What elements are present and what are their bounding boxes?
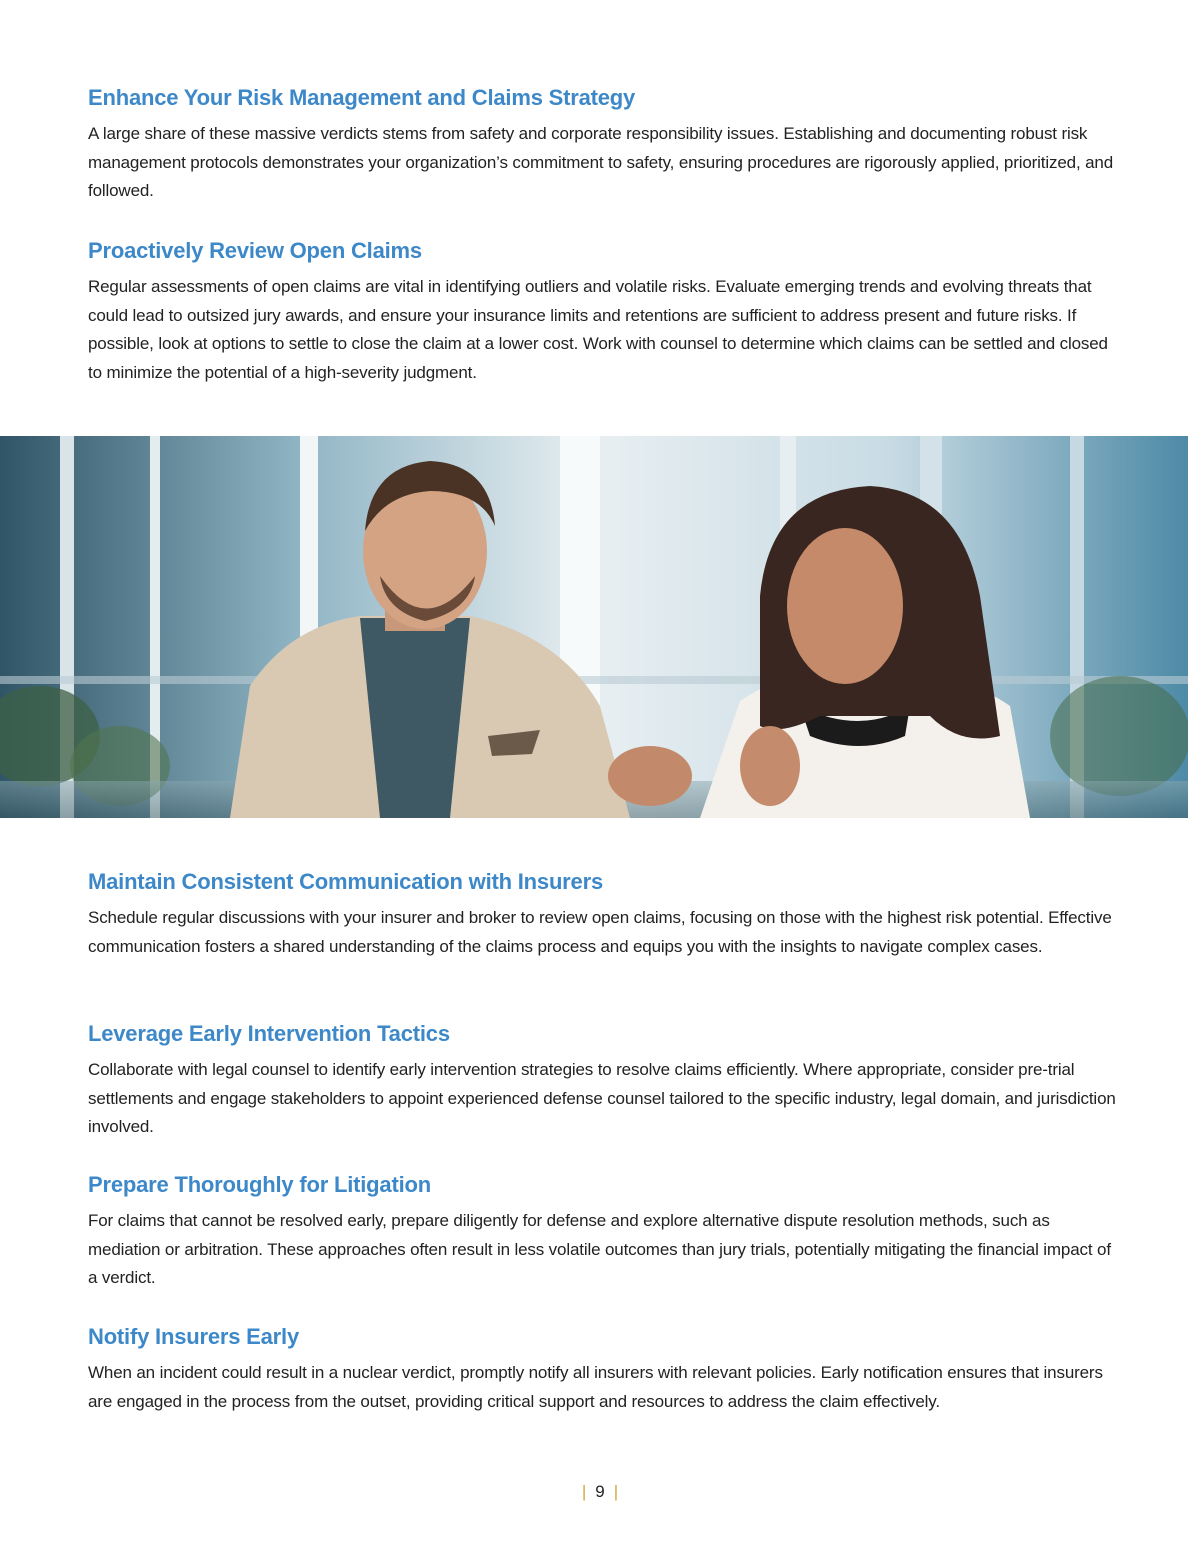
- section-notify-insurers: [88, 1323, 1118, 1416]
- section-prepare-litigation: [88, 1171, 1118, 1293]
- page-footer: [0, 1482, 1200, 1502]
- section-body: When an incident could result in a nuclear verdict, promptly notify all insurers with relevant policies. Early notification ensures that insurers are engaged in the process from the outset, providing critical support and resources to address the claim effectively.: [88, 1363, 1103, 1411]
- section-communication-with-insurers: [88, 868, 1118, 961]
- section-early-intervention: [88, 1020, 1118, 1142]
- section-heading: Prepare Thoroughly for Litigation: [88, 1172, 431, 1197]
- section-body: A large share of these massive verdicts stems from safety and corporate responsibility issues. Establishing and documenting robust risk management protocols demonstrates your organization’s commitment to safety, ensuring procedures are rigorously applied, prioritized, and followed.: [88, 124, 1114, 201]
- section-review-open-claims: [88, 237, 1118, 387]
- section-body: For claims that cannot be resolved early, prepare diligently for defense and explore alternative dispute resolution methods, such as mediation or arbitration. These approaches often result in less volatile outcomes than jury trials, potentially mitigating the financial impact of a verdict.: [88, 1211, 1111, 1288]
- office-conversation-photo: [0, 436, 1188, 818]
- section-heading: Notify Insurers Early: [88, 1324, 299, 1349]
- section-heading: Proactively Review Open Claims: [88, 238, 422, 263]
- footer-separator-left: |: [581, 1482, 587, 1501]
- section-risk-management: [88, 84, 1118, 206]
- footer-separator-right: |: [613, 1482, 619, 1501]
- photo-illustration: [0, 436, 1188, 818]
- page-number: 9: [595, 1482, 605, 1501]
- section-body: Collaborate with legal counsel to identify early intervention strategies to resolve claims efficiently. Where appropriate, consider pre-trial settlements and engage stakeholders to appoint experienced defense counsel tailored to the specific industry, legal domain, and jurisdiction involved.: [88, 1060, 1116, 1137]
- section-heading: Maintain Consistent Communication with Insurers: [88, 869, 603, 894]
- section-body: Regular assessments of open claims are vital in identifying outliers and volatile risks. Evaluate emerging trends and evolving threats that could lead to outsized jury awards, and ensure your insurance limits and retentions are sufficient to address present and future risks. If possible, look at options to settle to close the claim at a lower cost. Work with counsel to determine which claims can be settled and closed to minimize the potential of a high-severity judgment.: [88, 277, 1108, 382]
- section-heading: Enhance Your Risk Management and Claims Strategy: [88, 85, 636, 110]
- section-heading: Leverage Early Intervention Tactics: [88, 1021, 450, 1046]
- section-body: Schedule regular discussions with your insurer and broker to review open claims, focusing on those with the highest risk potential. Effective communication fosters a shared understanding of the claims process and equips you with the insights to navigate complex cases.: [88, 908, 1112, 956]
